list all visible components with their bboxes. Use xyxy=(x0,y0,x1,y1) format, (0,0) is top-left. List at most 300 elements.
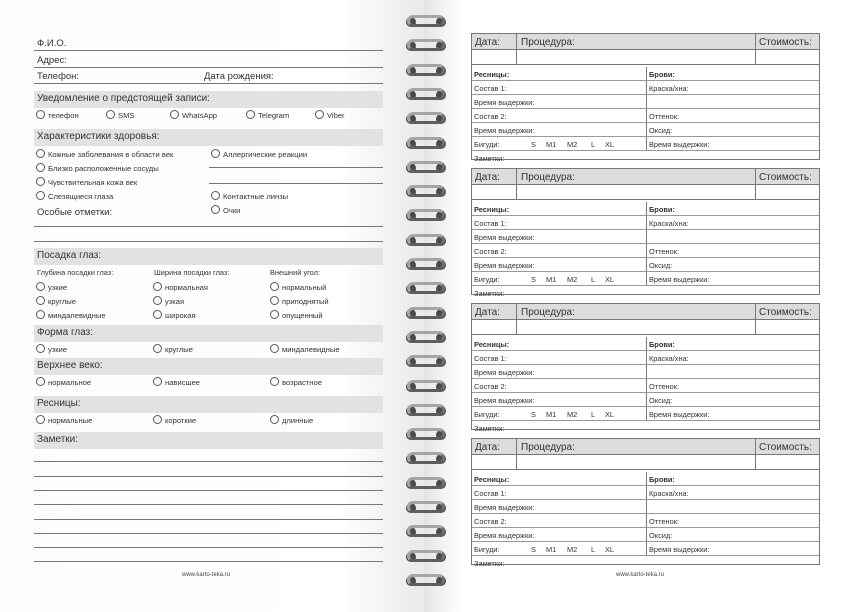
radio-circle xyxy=(153,296,162,305)
health-section-title: Характеристики здоровья: xyxy=(34,129,383,146)
row-left-label: Время выдержки: xyxy=(474,233,535,242)
spiral-ring xyxy=(403,306,449,322)
spiral-ring xyxy=(403,451,449,467)
radio-circle xyxy=(270,310,279,319)
checkbox-circle xyxy=(36,191,45,200)
curlers-label: Бигуди: xyxy=(474,275,500,284)
row-right-label: Краска/хна: xyxy=(649,489,689,498)
radio-circle xyxy=(36,296,45,305)
card-row[interactable] xyxy=(472,109,819,123)
curlers-label: Бигуди: xyxy=(474,545,500,554)
card-row[interactable] xyxy=(472,244,819,258)
divider xyxy=(646,202,647,215)
row-right-label: Оттенок: xyxy=(649,112,680,121)
checkbox-circle xyxy=(211,205,220,214)
row-right-label: Время выдержки: xyxy=(649,275,710,284)
curler-size-4[interactable]: XL xyxy=(605,140,615,149)
radio-circle xyxy=(36,310,45,319)
divider xyxy=(755,185,756,199)
curler-size-4[interactable]: XL xyxy=(605,545,615,554)
health-option-sensitive[interactable]: Чувствительная кожа век xyxy=(36,177,137,187)
radio-circle xyxy=(36,110,45,119)
divider xyxy=(646,542,647,555)
width-option-normal[interactable]: нормальная xyxy=(153,282,208,292)
row-left-label: Время выдержки: xyxy=(474,261,535,270)
upper-lid-option-aged[interactable]: возрастное xyxy=(270,377,322,387)
row-right-label: Брови: xyxy=(649,475,675,484)
ring-wire xyxy=(407,137,445,149)
ring-wire xyxy=(407,161,445,173)
col3-title: Внешний угол: xyxy=(270,268,320,277)
ring-wire xyxy=(407,209,445,221)
width-option-wide[interactable]: широкая xyxy=(153,310,196,320)
card-row[interactable] xyxy=(472,421,819,435)
card-header xyxy=(472,169,819,185)
notes-line[interactable] xyxy=(34,461,383,462)
procedure-label: Процедура: xyxy=(521,172,575,183)
curler-size-3[interactable]: L xyxy=(591,410,596,419)
allergy-line-2[interactable] xyxy=(209,183,383,184)
divider xyxy=(516,34,517,49)
health-option-watery[interactable]: Слезящиеся глаза xyxy=(36,191,113,201)
curler-size-1[interactable]: M1 xyxy=(546,410,557,419)
card-row[interactable] xyxy=(472,202,819,216)
row-left-label: Состав 2: xyxy=(474,382,507,391)
spiral-ring xyxy=(403,524,449,540)
notes-line[interactable] xyxy=(34,561,383,562)
fio-line[interactable] xyxy=(34,50,383,51)
card-row[interactable] xyxy=(472,81,819,95)
row-left-label: Заметки: xyxy=(474,154,505,163)
radio-circle xyxy=(270,282,279,291)
row-right-label: Брови: xyxy=(649,205,675,214)
spiral-ring xyxy=(403,111,449,127)
width-option-narrow[interactable]: узкая xyxy=(153,296,184,306)
row-left-label: Время выдержки: xyxy=(474,396,535,405)
row-left-label: Состав 1: xyxy=(474,354,507,363)
ring-wire xyxy=(407,282,445,294)
ring-wire xyxy=(407,185,445,197)
phone-label: Телефон: xyxy=(37,71,80,82)
divider xyxy=(646,379,647,392)
ring-wire xyxy=(407,550,445,562)
depth-option-almond[interactable]: миндалевидные xyxy=(36,310,106,320)
spiral-ring xyxy=(403,476,449,492)
curler-size-4[interactable]: XL xyxy=(605,275,615,284)
row-right-label: Оттенок: xyxy=(649,517,680,526)
row-right-label: Время выдержки: xyxy=(649,545,710,554)
ring-wire xyxy=(407,501,445,513)
divider xyxy=(646,123,647,136)
card-row[interactable] xyxy=(472,95,819,109)
procedure-card xyxy=(471,33,820,163)
notes-line[interactable] xyxy=(34,519,383,520)
ring-wire xyxy=(407,39,445,51)
divider xyxy=(646,407,647,420)
ring-wire xyxy=(407,234,445,246)
radio-circle xyxy=(153,310,162,319)
card-row[interactable] xyxy=(472,216,819,230)
spiral-ring xyxy=(403,38,449,54)
radio-circle xyxy=(106,110,115,119)
notes-line[interactable] xyxy=(34,476,383,477)
divider xyxy=(755,169,756,184)
curler-size-2[interactable]: M2 xyxy=(567,545,578,554)
card-row[interactable] xyxy=(472,407,819,421)
radio-circle xyxy=(270,344,279,353)
health-option-vessels[interactable]: Близко расположенные сосуды xyxy=(36,163,159,173)
card-header xyxy=(472,34,819,50)
row-left-label: Состав 2: xyxy=(474,247,507,256)
notes-line[interactable] xyxy=(34,533,383,534)
date-label: Дата: xyxy=(475,307,500,318)
angle-option-lowered[interactable]: опущенный xyxy=(270,310,323,320)
row-left-label: Заметки: xyxy=(474,424,505,433)
card-row[interactable] xyxy=(472,151,819,165)
ring-wire xyxy=(407,380,445,392)
lashes-option-normal[interactable]: нормальные xyxy=(36,415,92,425)
curler-size-0[interactable]: S xyxy=(531,410,536,419)
spiral-ring xyxy=(403,354,449,370)
row-left-label: Время выдержки: xyxy=(474,368,535,377)
health-option-skin[interactable]: Кожные заболевания в области век xyxy=(36,149,173,159)
row-right-label: Оксид: xyxy=(649,126,673,135)
card-row[interactable] xyxy=(472,514,819,528)
card-row[interactable] xyxy=(472,556,819,570)
ring-wire xyxy=(407,574,445,586)
divider xyxy=(646,500,647,513)
divider xyxy=(646,230,647,243)
radio-circle xyxy=(153,282,162,291)
left-page xyxy=(0,0,424,612)
card-row[interactable] xyxy=(472,230,819,244)
spiral-ring xyxy=(403,379,449,395)
lashes-section-title: Ресницы: xyxy=(34,396,383,413)
spiral-binding xyxy=(403,0,449,612)
ring-wire xyxy=(407,525,445,537)
radio-circle xyxy=(170,110,179,119)
procedure-card xyxy=(471,168,820,298)
card-row[interactable] xyxy=(472,365,819,379)
ring-wire xyxy=(407,64,445,76)
ring-wire xyxy=(407,331,445,343)
fio-label: Ф.И.О. xyxy=(37,38,67,49)
notes-line[interactable] xyxy=(34,504,383,505)
radio-circle xyxy=(153,415,162,424)
checkbox-circle xyxy=(36,149,45,158)
card-row[interactable] xyxy=(472,528,819,542)
card-values-row[interactable] xyxy=(472,455,819,470)
special-line-1[interactable] xyxy=(34,226,383,227)
ring-wire xyxy=(407,307,445,319)
divider xyxy=(646,486,647,499)
radio-circle xyxy=(36,344,45,353)
divider xyxy=(646,137,647,150)
footer-url[interactable]: www.karto-teka.ru xyxy=(182,572,231,578)
spiral-ring xyxy=(403,573,449,589)
cost-label: Стоимость: xyxy=(759,37,812,48)
card-row[interactable] xyxy=(472,337,819,351)
row-left-label: Время выдержки: xyxy=(474,531,535,540)
divider xyxy=(646,472,647,485)
curler-size-3[interactable]: L xyxy=(591,275,596,284)
curler-size-0[interactable]: S xyxy=(531,545,536,554)
ring-wire xyxy=(407,355,445,367)
divider xyxy=(516,169,517,184)
curler-size-4[interactable]: XL xyxy=(605,410,615,419)
row-left-label: Состав 1: xyxy=(474,84,507,93)
procedure-card xyxy=(471,303,820,433)
date-label: Дата: xyxy=(475,172,500,183)
date-label: Дата: xyxy=(475,442,500,453)
cost-label: Стоимость: xyxy=(759,442,812,453)
upper-lid-option-normal[interactable]: нормальное xyxy=(36,377,91,387)
row-right-label: Оксид: xyxy=(649,261,673,270)
row-right-label: Оттенок: xyxy=(649,247,680,256)
card-row[interactable] xyxy=(472,258,819,272)
card-row[interactable] xyxy=(472,393,819,407)
ring-wire xyxy=(407,452,445,464)
radio-circle xyxy=(153,377,162,386)
eye-shape-option-narrow[interactable]: узкие xyxy=(36,344,67,354)
ring-wire xyxy=(407,428,445,440)
row-left-label: Заметки: xyxy=(474,289,505,298)
notify-option-whatsapp[interactable]: WhatsApp xyxy=(170,110,217,120)
radio-circle xyxy=(36,377,45,386)
spiral-ring xyxy=(403,281,449,297)
radio-circle xyxy=(270,415,279,424)
cost-label: Стоимость: xyxy=(759,172,812,183)
divider xyxy=(646,393,647,406)
notify-section-title: Уведомление о предстоящей записи: xyxy=(34,91,383,108)
curler-size-0[interactable]: S xyxy=(531,275,536,284)
health-option-allergy[interactable]: Аллергические реакции xyxy=(211,149,307,159)
divider xyxy=(646,258,647,271)
divider xyxy=(646,337,647,350)
row-left-label: Состав 2: xyxy=(474,517,507,526)
row-right-label: Время выдержки: xyxy=(649,140,710,149)
divider xyxy=(646,514,647,527)
curler-size-3[interactable]: L xyxy=(591,545,596,554)
curler-size-2[interactable]: M2 xyxy=(567,410,578,419)
address-line[interactable] xyxy=(34,67,383,68)
divider xyxy=(646,272,647,285)
divider xyxy=(646,528,647,541)
divider xyxy=(516,320,517,334)
spiral-ring xyxy=(403,403,449,419)
health-option-glasses[interactable]: Очки xyxy=(211,205,240,215)
card-row[interactable] xyxy=(472,500,819,514)
procedure-label: Процедура: xyxy=(521,37,575,48)
divider xyxy=(646,81,647,94)
card-row[interactable] xyxy=(472,486,819,500)
divider xyxy=(646,216,647,229)
checkbox-circle xyxy=(211,149,220,158)
col1-title: Глубина посадки глаз: xyxy=(37,268,114,277)
card-row[interactable] xyxy=(472,123,819,137)
curler-size-3[interactable]: L xyxy=(591,140,596,149)
row-left-label: Состав 1: xyxy=(474,489,507,498)
spiral-ring xyxy=(403,63,449,79)
curlers-label: Бигуди: xyxy=(474,410,500,419)
special-notes-label: Особые отметки: xyxy=(37,207,113,218)
divider xyxy=(516,185,517,199)
divider xyxy=(755,50,756,64)
ring-wire xyxy=(407,15,445,27)
notes-section-title: Заметки: xyxy=(34,432,383,449)
eyes-set-section-title: Посадка глаз: xyxy=(34,248,383,265)
radio-circle xyxy=(246,110,255,119)
spiral-ring xyxy=(403,257,449,273)
notify-option-viber[interactable]: Viber xyxy=(315,110,345,120)
row-left-label: Ресницы: xyxy=(474,475,510,484)
spiral-ring xyxy=(403,330,449,346)
row-right-label: Время выдержки: xyxy=(649,410,710,419)
lashes-option-short[interactable]: короткие xyxy=(153,415,196,425)
card-row[interactable] xyxy=(472,286,819,300)
eye-shape-option-round[interactable]: круглые xyxy=(153,344,193,354)
checkbox-circle xyxy=(36,163,45,172)
card-header xyxy=(472,439,819,455)
ring-wire xyxy=(407,477,445,489)
checkbox-circle xyxy=(211,191,220,200)
lashes-option-long[interactable]: длинные xyxy=(270,415,313,425)
procedure-card xyxy=(471,438,820,568)
allergy-line[interactable] xyxy=(209,167,383,168)
divider xyxy=(646,67,647,80)
divider xyxy=(516,304,517,319)
ring-wire xyxy=(407,404,445,416)
curler-size-2[interactable]: M2 xyxy=(567,140,578,149)
divider xyxy=(646,365,647,378)
row-left-label: Ресницы: xyxy=(474,70,510,79)
row-left-label: Состав 2: xyxy=(474,112,507,121)
row-right-label: Краска/хна: xyxy=(649,354,689,363)
curler-size-0[interactable]: S xyxy=(531,140,536,149)
divider xyxy=(646,95,647,108)
card-row[interactable] xyxy=(472,379,819,393)
notify-option-sms[interactable]: SMS xyxy=(106,110,134,120)
radio-circle xyxy=(36,282,45,291)
card-row[interactable] xyxy=(472,542,819,556)
notes-line[interactable] xyxy=(34,547,383,548)
radio-circle xyxy=(36,415,45,424)
spiral-ring xyxy=(403,136,449,152)
angle-option-normal[interactable]: нормальный xyxy=(270,282,326,292)
spiral-ring xyxy=(403,233,449,249)
row-left-label: Ресницы: xyxy=(474,340,510,349)
row-left-label: Время выдержки: xyxy=(474,98,535,107)
upper-lid-option-hooded[interactable]: нависшее xyxy=(153,377,200,387)
health-option-lenses[interactable]: Контактные линзы xyxy=(211,191,288,201)
divider xyxy=(516,439,517,454)
card-values-row[interactable] xyxy=(472,185,819,200)
divider xyxy=(646,109,647,122)
angle-option-raised[interactable]: приподнятый xyxy=(270,296,329,306)
spiral-ring xyxy=(403,87,449,103)
eye-shape-option-almond[interactable]: миндалевидные xyxy=(270,344,340,354)
row-left-label: Ресницы: xyxy=(474,205,510,214)
spiral-ring xyxy=(403,208,449,224)
divider xyxy=(646,244,647,257)
row-right-label: Брови: xyxy=(649,70,675,79)
ring-wire xyxy=(407,88,445,100)
cost-label: Стоимость: xyxy=(759,307,812,318)
divider xyxy=(516,50,517,64)
spiral-ring xyxy=(403,14,449,30)
radio-circle xyxy=(270,296,279,305)
row-left-label: Время выдержки: xyxy=(474,503,535,512)
row-left-label: Состав 1: xyxy=(474,219,507,228)
curler-size-1[interactable]: M1 xyxy=(546,140,557,149)
col2-title: Ширина посадки глаз: xyxy=(154,268,230,277)
card-header xyxy=(472,304,819,320)
phone-line[interactable] xyxy=(34,83,383,84)
ring-wire xyxy=(407,112,445,124)
card-row[interactable] xyxy=(472,472,819,486)
depth-option-round[interactable]: круглые xyxy=(36,296,76,306)
upper-lid-section-title: Верхнее веко: xyxy=(34,358,383,375)
procedure-label: Процедура: xyxy=(521,307,575,318)
row-right-label: Краска/хна: xyxy=(649,219,689,228)
curlers-label: Бигуди: xyxy=(474,140,500,149)
spiral-ring xyxy=(403,427,449,443)
radio-circle xyxy=(315,110,324,119)
card-row[interactable] xyxy=(472,351,819,365)
birth-date-label: Дата рождения: xyxy=(204,71,274,82)
procedure-label: Процедура: xyxy=(521,442,575,453)
spiral-ring xyxy=(403,500,449,516)
eye-shape-section-title: Форма глаз: xyxy=(34,325,383,342)
card-row[interactable] xyxy=(472,137,819,151)
ring-wire xyxy=(407,258,445,270)
radio-circle xyxy=(153,344,162,353)
divider xyxy=(646,351,647,364)
divider xyxy=(755,304,756,319)
card-row[interactable] xyxy=(472,67,819,81)
divider xyxy=(755,320,756,334)
divider xyxy=(755,34,756,49)
card-row[interactable] xyxy=(472,272,819,286)
curler-size-1[interactable]: M1 xyxy=(546,545,557,554)
curler-size-2[interactable]: M2 xyxy=(567,275,578,284)
footer-url[interactable]: www.karto-teka.ru xyxy=(616,572,665,578)
divider xyxy=(755,455,756,469)
depth-option-narrow[interactable]: узкие xyxy=(36,282,67,292)
notify-option-telegram[interactable]: Telegram xyxy=(246,110,289,120)
row-left-label: Время выдержки: xyxy=(474,126,535,135)
row-left-label: Заметки: xyxy=(474,559,505,568)
divider xyxy=(755,439,756,454)
divider xyxy=(516,455,517,469)
row-right-label: Краска/хна: xyxy=(649,84,689,93)
spiral-ring xyxy=(403,184,449,200)
address-label: Адрес: xyxy=(37,55,67,66)
notify-option-phone[interactable]: телефон xyxy=(36,110,79,120)
spiral-ring xyxy=(403,160,449,176)
radio-circle xyxy=(270,377,279,386)
card-values-row[interactable] xyxy=(472,50,819,65)
row-right-label: Оксид: xyxy=(649,396,673,405)
row-right-label: Брови: xyxy=(649,340,675,349)
card-values-row[interactable] xyxy=(472,320,819,335)
date-label: Дата: xyxy=(475,37,500,48)
special-line-2[interactable] xyxy=(34,241,383,242)
row-right-label: Оксид: xyxy=(649,531,673,540)
curler-size-1[interactable]: M1 xyxy=(546,275,557,284)
notes-line[interactable] xyxy=(34,490,383,491)
checkbox-circle xyxy=(36,177,45,186)
